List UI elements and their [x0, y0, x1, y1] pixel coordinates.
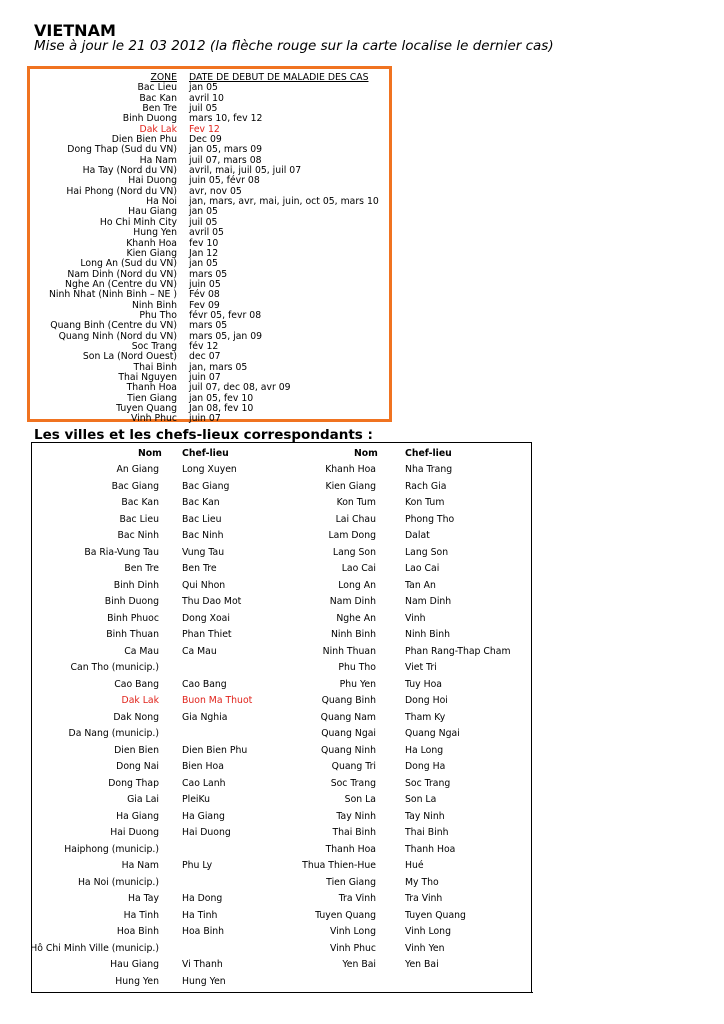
zone-name: Long An (Sud du VN) [80, 258, 177, 270]
zone-date: jan 05 [189, 206, 218, 218]
city-capital: Bac Giang [182, 480, 230, 492]
zone-name: Tuyen Quang [116, 403, 177, 414]
city-name: Hung Yen [115, 975, 159, 987]
city-name: Vinh Long [330, 926, 376, 937]
zone-date: fév 12 [189, 340, 219, 352]
zone-date: Dec 09 [189, 134, 222, 146]
city-name: Da Nang (municip.) [68, 728, 159, 739]
zone-date: jan, mars, avr, mai, juin, oct 05, mars 10 [189, 196, 379, 208]
city-name: Quang Ninh [321, 744, 376, 756]
city-capital: Vinh Yen [405, 942, 445, 954]
city-capital: Cao Lanh [182, 777, 226, 789]
zone-date: juil 07, mars 08 [189, 154, 262, 166]
city-name: Dong Nai [116, 761, 159, 772]
city-capital: Tham Ky [405, 711, 446, 723]
city-name: Binh Phuoc [107, 612, 159, 624]
zone-row [30, 414, 379, 424]
city-capital: Bac Ninh [182, 530, 224, 541]
table-row [32, 745, 531, 762]
table-row [32, 596, 531, 613]
city-capital: Hoa Binh [182, 926, 225, 937]
city-name: Tuyen Quang [315, 909, 376, 921]
city-capital: Ca Mau [182, 645, 217, 657]
city-name: Quang Nam [320, 711, 376, 723]
zones-box [27, 66, 392, 425]
city-capital: Tan An [405, 579, 436, 591]
zone-row [30, 228, 379, 238]
city-capital: Tay Ninh [405, 810, 445, 822]
city-capital: Kon Tum [405, 497, 445, 508]
zone-date: mars 10, fev 12 [189, 113, 263, 125]
city-name: Gia Lai [127, 794, 159, 805]
page-title: VIETNAM [34, 21, 116, 40]
zone-name: Son La (Nord Ouest) [82, 351, 177, 363]
city-name: Binh Thuan [106, 629, 159, 640]
nom-header-1: Nom [138, 448, 162, 459]
city-capital: Phu Ly [182, 860, 213, 871]
city-name: Binh Duong [104, 596, 159, 607]
city-name: Bac Kan [121, 497, 159, 508]
city-capital: Phan Rang-Thap Cham [405, 645, 511, 657]
zone-name: Hai Duong [128, 175, 177, 187]
city-capital: Thu Dao Mot [182, 596, 242, 607]
city-capital: Nam Dinh [405, 596, 452, 607]
table-row [32, 497, 531, 514]
table-row [32, 860, 531, 877]
zone-date: juin 07 [189, 371, 221, 383]
zone-name: Ha Tay (Nord du VN) [82, 165, 177, 177]
zone-date: juin 05, févr 08 [189, 175, 260, 187]
city-name: Quang Ngai [321, 728, 376, 739]
city-name: Dien Bien [114, 744, 159, 756]
table-row [32, 530, 531, 547]
city-capital: Qui Nhon [182, 579, 226, 591]
zone-name: Quang Binh (Centre du VN) [50, 320, 177, 332]
city-name: Ca Mau [124, 645, 159, 657]
zone-date: févr 05, fevr 08 [189, 309, 262, 321]
table-row [32, 514, 531, 531]
city-capital: Viet Tri [405, 662, 437, 673]
table-row [32, 794, 531, 811]
zone-date: juil 07, dec 08, avr 09 [189, 382, 291, 394]
zone-date: jan 05, mars 09 [189, 144, 263, 156]
table-row [32, 728, 531, 745]
city-capital: Soc Trang [405, 777, 451, 789]
zone-date: fev 10 [189, 237, 219, 249]
city-capital: Buon Ma Thuot [182, 695, 253, 706]
zone-name: Bac Lieu [137, 82, 177, 94]
zone-date: dec 07 [189, 351, 221, 363]
city-capital: Lao Cai [405, 563, 440, 574]
city-name: Quang Binh [321, 695, 376, 706]
table-row [32, 629, 531, 646]
zone-name: Thai Nguyen [118, 371, 177, 383]
city-name: Dak Nong [113, 711, 159, 723]
table-row [32, 761, 531, 778]
zone-name: Dong Thap (Sud du VN) [67, 144, 177, 156]
city-capital: Vi Thanh [182, 959, 223, 970]
table-row [32, 943, 531, 960]
zone-date: avril 05 [189, 227, 224, 239]
zone-date: Fév 08 [189, 289, 220, 301]
city-capital: Thanh Hoa [405, 843, 456, 855]
zone-date: Fev 09 [189, 299, 220, 311]
city-capital: Quang Ngai [405, 728, 460, 739]
zone-date: jan 05 [189, 82, 218, 94]
table-row [32, 679, 531, 696]
city-name: Hoa Binh [116, 926, 159, 937]
table-row [32, 580, 531, 597]
zone-date: juil 05 [189, 216, 218, 228]
city-capital: Ninh Binh [405, 629, 451, 640]
zone-date: Jan 08, fev 10 [189, 403, 254, 414]
city-capital: Bien Hoa [182, 761, 224, 772]
city-capital: Vinh [405, 612, 426, 624]
date-column-header: DATE DE DEBUT DE MALADIE DES CAS [189, 72, 369, 83]
city-name: Thanh Hoa [325, 843, 376, 855]
city-capital: Vung Tau [182, 546, 225, 558]
zone-row [30, 259, 379, 269]
zone-name: Soc Trang [131, 340, 177, 352]
city-capital: My Tho [405, 876, 439, 888]
table-row [32, 959, 531, 976]
zone-name: Vinh Phuc [131, 413, 177, 425]
zone-name: Hau Giang [128, 206, 177, 218]
city-capital: Ha Long [405, 744, 444, 756]
city-capital: Nha Trang [405, 464, 453, 475]
zone-name: Ninh Binh [131, 299, 177, 311]
table-row [32, 778, 531, 795]
city-capital: Son La [405, 794, 437, 805]
zone-date: jan 05 [189, 258, 218, 270]
city-name: Lao Cai [341, 563, 376, 574]
city-capital: Dalat [405, 530, 430, 541]
city-name: Bac Lieu [119, 513, 159, 525]
zones-table [30, 73, 379, 425]
city-capital: Ha Tinh [182, 909, 218, 921]
cities-table [31, 442, 532, 993]
table-row [32, 926, 531, 943]
zone-column-header: ZONE [150, 72, 177, 83]
zone-name: Ho Chi Minh City [99, 216, 177, 228]
city-name: Kon Tum [336, 497, 376, 508]
city-capital: Tuyen Quang [405, 909, 466, 921]
zone-name: Dak Lak [139, 123, 177, 135]
zone-date: Fev 12 [189, 123, 220, 135]
zone-name: Kien Giang [126, 247, 177, 259]
city-capital: Hai Duong [182, 827, 231, 838]
city-capital: Dong Xoai [182, 612, 230, 624]
city-name: Ha Tay [128, 893, 159, 904]
city-name: Thai Binh [332, 827, 376, 838]
city-name: Bac Ninh [117, 530, 159, 541]
city-capital: Thai Binh [405, 827, 449, 838]
city-capital: Ha Dong [182, 893, 223, 904]
table-row [32, 646, 531, 663]
table-row [32, 712, 531, 729]
zone-date: mars 05 [189, 268, 228, 280]
city-capital: Bac Lieu [182, 513, 222, 525]
city-capital: Ha Giang [182, 810, 225, 822]
city-name: Cao Bang [114, 678, 159, 690]
city-capital: Dien Bien Phu [182, 744, 248, 756]
city-name: Lang Son [332, 546, 376, 558]
city-name: Tay Ninh [336, 810, 376, 822]
zone-name: Quang Ninh (Nord du VN) [58, 330, 177, 342]
city-name: Ha Tinh [123, 909, 159, 921]
zone-date: avril 10 [189, 92, 224, 104]
city-name: Phu Yen [339, 678, 376, 690]
zone-name: Nam Dinh (Nord du VN) [67, 268, 177, 280]
city-capital: Tra Vinh [405, 893, 443, 904]
city-name: An Giang [116, 464, 159, 475]
table-row [32, 662, 531, 679]
city-name: Ha Noi (municip.) [77, 876, 159, 888]
table-row [32, 976, 531, 993]
city-name: Ha Nam [121, 860, 159, 871]
zone-name: Ha Noi [146, 196, 177, 208]
zone-name: Binh Duong [122, 113, 177, 125]
zone-name: Dien Bien Phu [111, 134, 177, 146]
zone-date: juin 07 [189, 413, 221, 425]
city-capital: Cao Bang [182, 678, 227, 690]
zone-name: Nghe An (Centre du VN) [65, 278, 177, 290]
zone-date: avr, nov 05 [189, 185, 242, 197]
zone-name: Tien Giang [127, 392, 177, 404]
city-capital: Hué [405, 860, 424, 871]
zone-name: Thai Binh [133, 361, 177, 373]
city-capital: Phong Tho [405, 513, 455, 525]
zone-date: juil 05 [189, 103, 218, 115]
table-row [32, 844, 531, 861]
city-name: Yen Bai [342, 959, 376, 970]
zone-name: Bac Kan [139, 92, 177, 104]
zone-date: mars 05, jan 09 [189, 330, 263, 342]
city-capital: Ben Tre [182, 563, 217, 574]
table-row [32, 877, 531, 894]
zone-date: jan, mars 05 [189, 361, 248, 373]
city-name: Ben Tre [124, 563, 159, 574]
city-name: Son La [344, 794, 376, 805]
city-name: Ba Ria-Vung Tau [84, 546, 159, 558]
zone-name: Ben Tre [142, 103, 177, 115]
city-name: Thua Thien-Hue [302, 860, 376, 871]
city-name: Khanh Hoa [325, 464, 376, 475]
city-capital: Lang Son [405, 546, 449, 558]
city-capital: Dong Hoi [405, 695, 448, 706]
cities-section-title: Les villes et les chefs-lieux correspondants : [34, 427, 373, 443]
city-name: Lam Dong [328, 530, 376, 541]
city-capital: Tuy Hoa [405, 678, 442, 690]
city-name: Bac Giang [111, 480, 159, 492]
city-name: Soc Trang [330, 777, 376, 789]
city-name: Nghe An [336, 612, 376, 624]
table-row [32, 481, 531, 498]
city-capital: Bac Kan [182, 497, 220, 508]
city-name: Hai Duong [110, 827, 159, 838]
city-name: Long An [338, 579, 376, 591]
city-name: Ninh Thuan [322, 645, 376, 657]
city-name: Haiphong (municip.) [64, 843, 159, 855]
city-name: Dong Thap [108, 777, 159, 789]
city-capital: Hung Yen [182, 975, 226, 987]
table-row [32, 910, 531, 927]
city-name: Nam Dinh [329, 596, 376, 607]
city-name: Kien Giang [325, 480, 376, 492]
city-name: Tra Vinh [338, 893, 376, 904]
city-capital: Gia Nghia [182, 711, 228, 723]
zone-date: Jan 12 [189, 247, 219, 259]
city-name: Lai Chau [335, 513, 376, 525]
city-name: Tien Giang [326, 876, 376, 888]
table-row [32, 547, 531, 564]
city-capital: Vinh Long [405, 926, 451, 937]
zone-row [30, 290, 379, 300]
table-row [32, 827, 531, 844]
zone-date: juin 05 [189, 278, 221, 290]
chef-lieu-header-1: Chef-lieu [182, 448, 229, 459]
table-row [32, 695, 531, 712]
city-name: Hô Chi Minh Ville (municip.) [30, 942, 159, 954]
city-name: Dak Lak [121, 695, 159, 706]
city-capital: Yen Bai [405, 959, 439, 970]
zone-name: Thanh Hoa [126, 382, 177, 394]
city-name: Ha Giang [116, 810, 159, 822]
table-row [32, 811, 531, 828]
city-capital: Long Xuyen [182, 464, 237, 475]
city-capital: Phan Thiet [182, 629, 232, 640]
table-row [32, 563, 531, 580]
table-row [32, 464, 531, 481]
zone-date: avril, mai, juil 05, juil 07 [189, 165, 302, 177]
city-name: Vinh Phuc [330, 942, 376, 954]
city-name: Quang Tri [331, 761, 376, 772]
city-name: Ninh Binh [330, 629, 376, 640]
zone-name: Ninh Nhat (Ninh Binh – NE ) [48, 289, 177, 301]
city-name: Hau Giang [110, 959, 159, 970]
zone-name: Khanh Hoa [126, 237, 177, 249]
city-name: Binh Dinh [113, 579, 159, 591]
table-row [32, 893, 531, 910]
zone-name: Phu Tho [139, 309, 177, 321]
chef-lieu-header-2: Chef-lieu [405, 448, 452, 459]
zone-name: Hai Phong (Nord du VN) [66, 185, 177, 197]
table-row [32, 613, 531, 630]
zone-name: Ha Nam [139, 154, 177, 166]
city-capital: Rach Gia [405, 480, 447, 492]
zone-name: Hung Yen [133, 227, 177, 239]
zone-date: mars 05 [189, 320, 228, 332]
nom-header-2: Nom [354, 448, 378, 459]
city-name: Can Tho (municip.) [70, 662, 159, 673]
city-capital: Dong Ha [405, 761, 446, 772]
city-name: Phu Tho [338, 662, 376, 673]
zone-date: jan 05, fev 10 [189, 392, 254, 404]
page-subtitle: Mise à jour le 21 03 2012 (la flèche rouge sur la carte localise le dernier cas) [34, 38, 554, 54]
city-capital: PleiKu [182, 794, 211, 805]
